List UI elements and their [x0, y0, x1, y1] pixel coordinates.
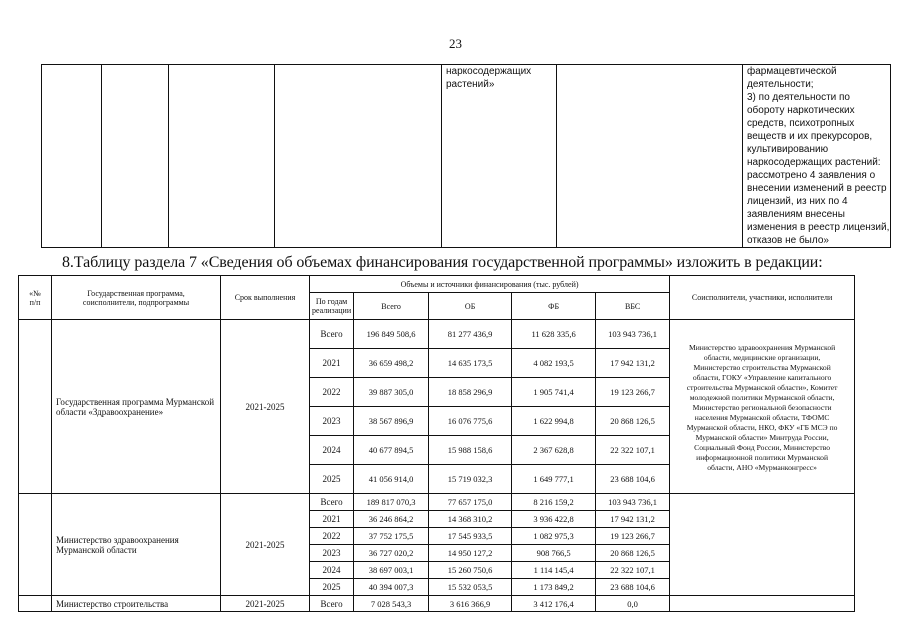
total-cell: 38 697 003,1 [354, 562, 429, 579]
year-cell: Всего [310, 494, 354, 511]
total-cell: 36 727 020,2 [354, 545, 429, 562]
year-cell: 2025 [310, 465, 354, 494]
total-cell: 36 659 498,2 [354, 349, 429, 378]
cont-cell-1 [42, 65, 102, 248]
ob-cell: 18 858 296,9 [429, 378, 512, 407]
fb-cell: 1 173 849,2 [512, 579, 596, 596]
year-cell: 2023 [310, 545, 354, 562]
executors-cell-empty [670, 596, 855, 612]
total-cell: 189 817 070,3 [354, 494, 429, 511]
ob-cell: 81 277 436,9 [429, 320, 512, 349]
fb-cell: 1 905 741,4 [512, 378, 596, 407]
fb-cell: 2 367 628,8 [512, 436, 596, 465]
program-name: Министерство строительства [52, 596, 221, 612]
header-period: Срок выполнения [221, 276, 310, 320]
fb-cell: 1 082 975,3 [512, 528, 596, 545]
header-fb: ФБ [512, 293, 596, 320]
cont-cell-7 [743, 65, 891, 248]
vbs-cell: 103 943 736,1 [596, 320, 670, 349]
ob-cell: 17 545 933,5 [429, 528, 512, 545]
header-by-year: По годам реализации [310, 293, 354, 320]
total-cell: 37 752 175,5 [354, 528, 429, 545]
year-cell: 2021 [310, 511, 354, 528]
vbs-cell: 103 943 736,1 [596, 494, 670, 511]
vbs-cell: 20 868 126,5 [596, 545, 670, 562]
fb-cell: 4 082 193,5 [512, 349, 596, 378]
ob-cell: 14 368 310,2 [429, 511, 512, 528]
executors-cell [670, 320, 855, 494]
program-period: 2021-2025 [221, 596, 310, 612]
vbs-cell: 17 942 131,2 [596, 511, 670, 528]
program-name: Министерство здравоохранения Мурманской области [52, 494, 221, 596]
ob-cell: 77 657 175,0 [429, 494, 512, 511]
vbs-cell: 17 942 131,2 [596, 349, 670, 378]
total-cell: 40 677 894,5 [354, 436, 429, 465]
ob-cell: 3 616 366,9 [429, 596, 512, 612]
year-cell: 2024 [310, 562, 354, 579]
header-num: «№ п/п [19, 276, 52, 320]
cont-cell-3 [169, 65, 275, 248]
executors-text: Министерство здравоохранения Мурманской области, медицинские организации, Министерство строительства Мурманской области, ГОКУ «Управление капитального строительства Мурманской области», Комитет молодежной политики Мурманской области, Министерство региональной безопасности населения Мурманской области, ТФОМС Мурманской области, НКО, ФКУ «ГБ МСЭ по Мурманской области» Минтруда России, Социальный Фонд России, Министерство информационной политики Мурманской области, АНО «Мурманконгресс» [686, 343, 838, 472]
fb-cell: 11 628 335,6 [512, 320, 596, 349]
financing-table [18, 275, 855, 612]
vbs-cell: 20 868 126,5 [596, 407, 670, 436]
year-cell: 2024 [310, 436, 354, 465]
total-cell: 36 246 864,2 [354, 511, 429, 528]
header-total: Всего [354, 293, 429, 320]
cont-cell-2 [102, 65, 169, 248]
section-heading: 8.Таблицу раздела 7 «Сведения об объемах финансирования государственной программы» изложить в редакции: [62, 254, 823, 271]
header-executors: Соисполнители, участники, исполнители [670, 276, 855, 320]
total-cell: 196 849 508,6 [354, 320, 429, 349]
vbs-cell: 19 123 266,7 [596, 528, 670, 545]
ob-cell: 15 719 032,3 [429, 465, 512, 494]
ob-cell: 15 260 750,6 [429, 562, 512, 579]
vbs-cell: 0,0 [596, 596, 670, 612]
row-num-cell [19, 596, 52, 612]
table-row [19, 596, 855, 612]
program-period: 2021-2025 [221, 494, 310, 596]
year-cell: Всего [310, 320, 354, 349]
page-number: 23 [449, 36, 462, 51]
cont-cell-4 [275, 65, 442, 248]
continuation-table [41, 64, 891, 248]
header-vbs: ВБС [596, 293, 670, 320]
total-cell: 38 567 896,9 [354, 407, 429, 436]
header-volumes: Объемы и источники финансирования (тыс. рублей) [310, 276, 670, 293]
table-row [19, 494, 855, 511]
program-name: Государственная программа Мурманской области «Здравоохранение» [52, 320, 221, 494]
total-cell: 41 056 914,0 [354, 465, 429, 494]
vbs-cell: 22 322 107,1 [596, 562, 670, 579]
header-program: Государственная программа, соисполнители, подпрограммы [52, 276, 221, 320]
vbs-cell: 23 688 104,6 [596, 465, 670, 494]
fb-cell: 908 766,5 [512, 545, 596, 562]
ob-cell: 14 950 127,2 [429, 545, 512, 562]
total-cell: 40 394 007,3 [354, 579, 429, 596]
fb-cell: 3 412 176,4 [512, 596, 596, 612]
cont-cell-6 [557, 65, 743, 248]
fb-cell: 1 114 145,4 [512, 562, 596, 579]
fb-cell: 8 216 159,2 [512, 494, 596, 511]
fb-cell: 1 649 777,1 [512, 465, 596, 494]
cont-cell-5 [442, 65, 557, 248]
year-cell: 2022 [310, 528, 354, 545]
fb-cell: 1 622 994,8 [512, 407, 596, 436]
table-row [19, 320, 855, 349]
year-cell: 2021 [310, 349, 354, 378]
year-cell: 2023 [310, 407, 354, 436]
ob-cell: 15 532 053,5 [429, 579, 512, 596]
row-num-cell [19, 320, 52, 494]
vbs-cell: 19 123 266,7 [596, 378, 670, 407]
year-cell: 2022 [310, 378, 354, 407]
total-cell: 39 887 305,0 [354, 378, 429, 407]
year-cell: Всего [310, 596, 354, 612]
program-period: 2021-2025 [221, 320, 310, 494]
total-cell: 7 028 543,3 [354, 596, 429, 612]
header-ob: ОБ [429, 293, 512, 320]
row-num-cell [19, 494, 52, 596]
ob-cell: 14 635 173,5 [429, 349, 512, 378]
executors-cell-empty [670, 494, 855, 596]
fb-cell: 3 936 422,8 [512, 511, 596, 528]
header-row-1 [19, 276, 855, 293]
cont-result-text: фармацевтической деятельности; 3) по деятельности по обороту наркотических средств, психотропных веществ и их прекурсоров, культивированию наркосодержащих растений: рассмотрено 4 заявления о внесении изменений в реестр лицензий, из них по 4 заявлениям внесены изменения в реестр лицензий, отказов не было» [747, 66, 890, 246]
ob-cell: 16 076 775,6 [429, 407, 512, 436]
vbs-cell: 22 322 107,1 [596, 436, 670, 465]
year-cell: 2025 [310, 579, 354, 596]
ob-cell: 15 988 158,6 [429, 436, 512, 465]
cont-program-text: наркосодержащих растений» [446, 66, 532, 90]
vbs-cell: 23 688 104,6 [596, 579, 670, 596]
